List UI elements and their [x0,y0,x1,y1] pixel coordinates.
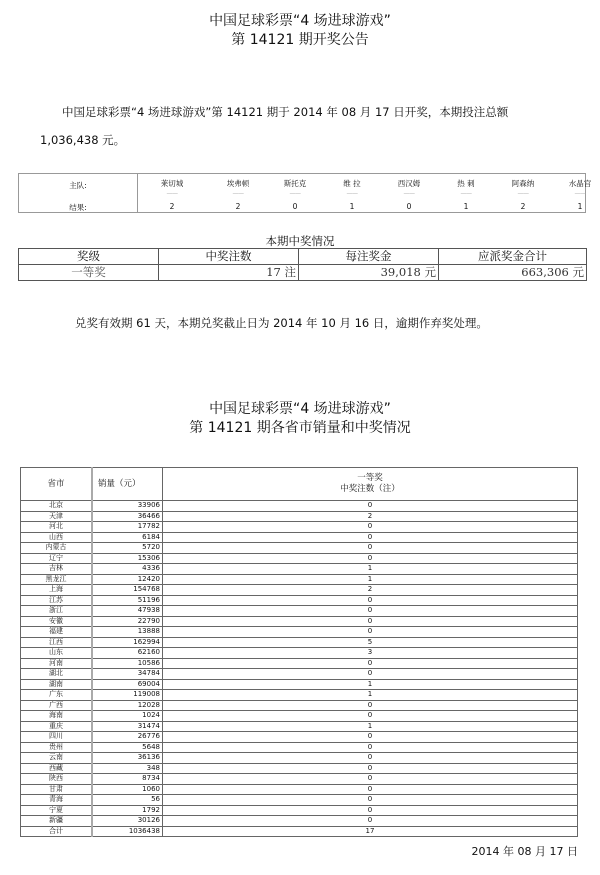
province-sales: 13888 [92,627,163,638]
province-first-prize-count: 0 [163,774,578,785]
province-sales: 30126 [92,816,163,827]
province-sales: 5648 [92,742,163,753]
province-sales: 1024 [92,711,163,722]
total-row [21,826,578,837]
province-sales-table [20,467,578,837]
province-row [21,511,578,522]
province-row [21,774,578,785]
province-sales: 33906 [92,501,163,512]
province-name: 合计 [21,826,93,837]
team-separator: —— [460,190,472,197]
province-row [21,721,578,732]
team-name: 斯托克 [283,179,307,188]
team-separator: —— [346,190,358,197]
province-name: 广东 [21,690,93,701]
match-results-table [18,173,592,213]
province-sales: 36466 [92,511,163,522]
province-name: 辽宁 [21,553,93,564]
team-separator: —— [517,190,529,197]
province-name: 广西 [21,700,93,711]
province-row [21,784,578,795]
province-first-prize-count: 0 [163,784,578,795]
province-row [21,700,578,711]
province-first-prize-count: 0 [163,595,578,606]
province-row [21,585,578,596]
team-result: 2 [169,202,175,211]
team-name: 水晶宫 [568,179,592,188]
province-row [21,669,578,680]
province-first-prize-count: 0 [163,753,578,764]
province-name: 西藏 [21,763,93,774]
province-name: 宁夏 [21,805,93,816]
home-team-label: 主队: [69,181,87,190]
header-total: 应派奖金合计 [439,249,587,265]
province-row [21,501,578,512]
province-first-prize-count: 0 [163,543,578,554]
province-sales: 119008 [92,690,163,701]
province-row [21,648,578,659]
province-first-prize-count: 17 [163,826,578,837]
province-row [21,753,578,764]
province-row [21,711,578,722]
prize-table-caption: 本期中奖情况 [265,234,335,248]
province-first-prize-count: 0 [163,606,578,617]
province-first-prize-count: 0 [163,742,578,753]
province-name: 四川 [21,732,93,743]
province-first-prize-count: 0 [163,795,578,806]
province-sales: 10586 [92,658,163,669]
province-first-prize-count: 2 [163,585,578,596]
header-first-prize-line1: 一等奖 [357,473,383,483]
province-row [21,543,578,554]
province-name: 河北 [21,522,93,533]
province-sales: 22790 [92,616,163,627]
province-first-prize-count: 1 [163,564,578,575]
province-first-prize-count: 0 [163,532,578,543]
province-row [21,732,578,743]
team-result: 0 [406,202,412,211]
province-first-prize-count: 0 [163,616,578,627]
province-first-prize-count: 2 [163,511,578,522]
province-name: 青海 [21,795,93,806]
announcement-text-line2: 1,036,438 元。 [40,133,126,147]
team-name: 西汉姆 [397,179,421,188]
province-sales: 31474 [92,721,163,732]
team-name: 热 刺 [457,179,475,188]
header-sales: 销量（元） [92,468,163,501]
province-sales: 56 [92,795,163,806]
province-row [21,606,578,617]
team-separator: —— [574,190,586,197]
province-sales: 5720 [92,543,163,554]
province-name: 河南 [21,658,93,669]
province-row [21,679,578,690]
province-first-prize-count: 0 [163,501,578,512]
province-name: 天津 [21,511,93,522]
province-first-prize-count: 1 [163,690,578,701]
province-first-prize-count: 0 [163,627,578,638]
province-row [21,637,578,648]
province-first-prize-count: 3 [163,648,578,659]
team-result: 2 [520,202,526,211]
province-name: 新疆 [21,816,93,827]
province-name: 吉林 [21,564,93,575]
header-level: 奖级 [19,249,159,265]
prize-table-header [19,249,587,265]
province-name: 浙江 [21,606,93,617]
province-sales: 8734 [92,774,163,785]
prize-level: 一等奖 [19,265,159,281]
team-result: 1 [577,202,583,211]
province-first-prize-count: 5 [163,637,578,648]
province-first-prize-count: 0 [163,805,578,816]
announcement-title: 中国足球彩票“4 场进球游戏” [209,13,391,29]
province-name: 山西 [21,532,93,543]
result-label: 结果: [69,203,87,212]
province-sales: 26776 [92,732,163,743]
column-divider [137,174,138,212]
province-name: 重庆 [21,721,93,732]
announcement-text-line1: 中国足球彩票“4 场进球游戏”第 14121 期于 2014 年 08 月 17 日开奖，本期投注总额 [62,105,509,119]
province-name: 福建 [21,627,93,638]
province-sales: 34784 [92,669,163,680]
province-name: 湖南 [21,679,93,690]
province-row [21,763,578,774]
prize-total: 663,306 元 [439,265,587,281]
header-province: 省市 [21,468,93,501]
team-result: 2 [235,202,241,211]
province-sales: 4336 [92,564,163,575]
province-first-prize-count: 0 [163,553,578,564]
province-row [21,574,578,585]
prize-table [18,248,587,281]
province-sales: 6184 [92,532,163,543]
province-name: 江西 [21,637,93,648]
province-sales: 62160 [92,648,163,659]
province-first-prize-count: 0 [163,816,578,827]
province-sales: 36136 [92,753,163,764]
province-sales: 1036438 [92,826,163,837]
province-table-header [21,468,578,501]
province-sales: 12420 [92,574,163,585]
province-first-prize-count: 0 [163,732,578,743]
province-row [21,805,578,816]
header-first-prize-line2: 中奖注数（注） [340,484,400,494]
announcement-subtitle: 第 14121 期开奖公告 [231,32,369,48]
province-row [21,742,578,753]
province-first-prize-count: 0 [163,711,578,722]
team-result: 1 [463,202,469,211]
team-separator: —— [166,190,178,197]
team-name: 埃弗顿 [226,179,250,188]
province-sales: 1060 [92,784,163,795]
prize-count: 17 注 [159,265,299,281]
sales-subtitle: 第 14121 期各省市销量和中奖情况 [189,420,411,436]
province-name: 安徽 [21,616,93,627]
province-sales: 154768 [92,585,163,596]
province-name: 江苏 [21,595,93,606]
prize-row [19,265,587,281]
province-row [21,627,578,638]
province-first-prize-count: 1 [163,574,578,585]
header-count: 中奖注数 [159,249,299,265]
province-first-prize-count: 0 [163,669,578,680]
province-sales: 1792 [92,805,163,816]
header-per-bet: 每注奖金 [299,249,439,265]
province-row [21,816,578,827]
province-sales: 15306 [92,553,163,564]
team-separator: —— [232,190,244,197]
province-row [21,532,578,543]
province-row [21,690,578,701]
province-sales: 17782 [92,522,163,533]
province-name: 陕西 [21,774,93,785]
province-first-prize-count: 0 [163,763,578,774]
province-sales: 51196 [92,595,163,606]
province-row [21,553,578,564]
province-name: 云南 [21,753,93,764]
province-name: 山东 [21,648,93,659]
province-first-prize-count: 1 [163,679,578,690]
province-row [21,595,578,606]
province-first-prize-count: 1 [163,721,578,732]
validity-notice: 兑奖有效期 61 天，本期兑奖截止日为 2014 年 10 月 16 日，逾期作弃奖处理。 [75,316,488,330]
province-name: 北京 [21,501,93,512]
province-first-prize-count: 0 [163,658,578,669]
team-separator: —— [403,190,415,197]
province-sales: 47938 [92,606,163,617]
footer-date: 2014 年 08 月 17 日 [471,845,578,858]
province-name: 上海 [21,585,93,596]
team-name: 阿森纳 [511,179,535,188]
province-name: 内蒙古 [21,543,93,554]
province-row [21,564,578,575]
province-name: 贵州 [21,742,93,753]
team-result: 1 [349,202,355,211]
province-sales: 162994 [92,637,163,648]
province-name: 海南 [21,711,93,722]
team-name: 莱切城 [160,179,184,188]
team-result: 0 [292,202,298,211]
province-name: 湖北 [21,669,93,680]
header-first-prize [163,468,578,501]
province-row [21,658,578,669]
province-row [21,522,578,533]
province-row [21,795,578,806]
sales-title: 中国足球彩票“4 场进球游戏” [209,401,391,417]
province-sales: 12028 [92,700,163,711]
province-name: 甘肃 [21,784,93,795]
province-first-prize-count: 0 [163,700,578,711]
province-first-prize-count: 0 [163,522,578,533]
province-row [21,616,578,627]
team-separator: —— [289,190,301,197]
province-sales: 348 [92,763,163,774]
prize-per-bet: 39,018 元 [299,265,439,281]
province-sales: 69004 [92,679,163,690]
province-name: 黑龙江 [21,574,93,585]
team-name: 维 拉 [343,179,361,188]
